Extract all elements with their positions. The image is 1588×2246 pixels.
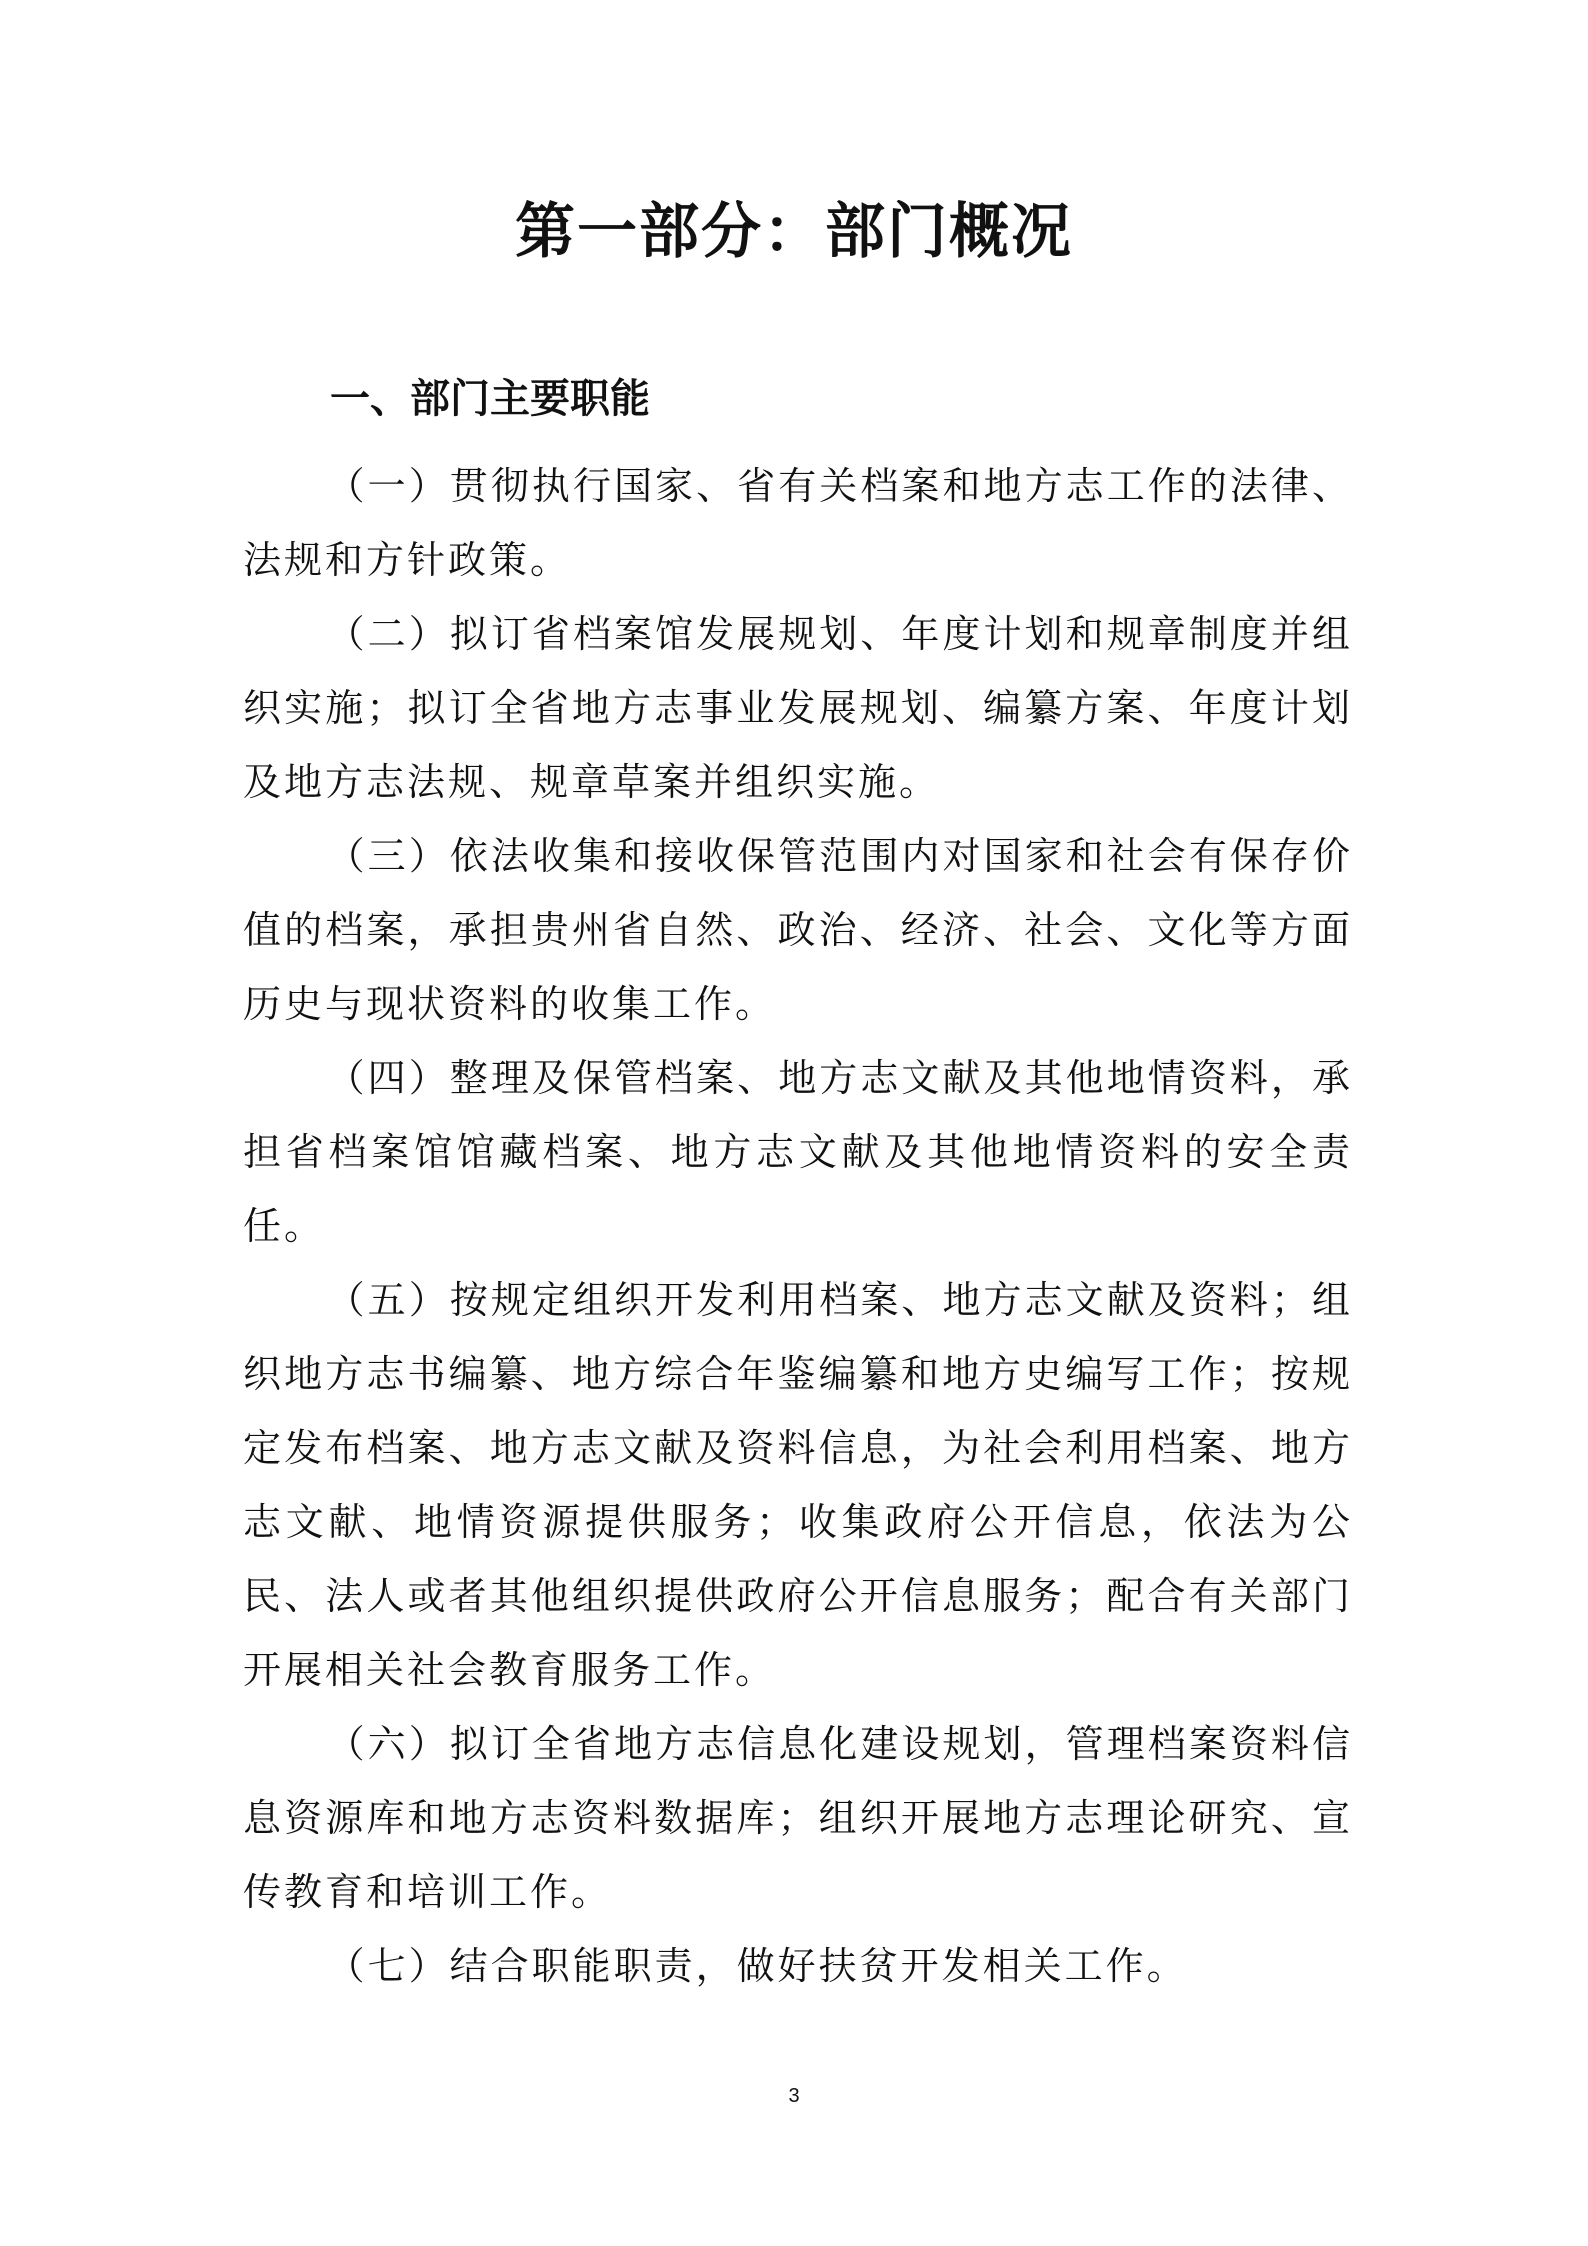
section-heading: 一、部门主要职能 (330, 376, 650, 422)
paragraph-6: （六）拟订全省地方志信息化建设规划，管理档案资料信息资源库和地方志资料数据库；组织开展地方志理论研究、宣传教育和培训工作。 (243, 1722, 1353, 1914)
paragraph-1: （一）贯彻执行国家、省有关档案和地方志工作的法律、法规和方针政策。 (243, 464, 1353, 582)
paragraph-3: （三）依法收集和接收保管范围内对国家和社会有保存价值的档案，承担贵州省自然、政治、经济、社会、文化等方面历史与现状资料的收集工作。 (243, 834, 1353, 1026)
paragraph-4: （四）整理及保管档案、地方志文献及其他地情资料，承担省档案馆馆藏档案、地方志文献及其他地情资料的安全责任。 (243, 1056, 1353, 1248)
paragraph-5: （五）按规定组织开发利用档案、地方志文献及资料；组织地方志书编纂、地方综合年鉴编纂和地方史编写工作；按规定发布档案、地方志文献及资料信息，为社会利用档案、地方志文献、地情资源提供服务；收集政府公开信息，依法为公民、法人或者其他组织提供政府公开信息服务；配合有关部门开展相关社会教育服务工作。 (243, 1278, 1353, 1692)
page-number: 3 (788, 2085, 800, 2107)
paragraph-2: （二）拟订省档案馆发展规划、年度计划和规章制度并组织实施；拟订全省地方志事业发展规划、编纂方案、年度计划及地方志法规、规章草案并组织实施。 (243, 612, 1353, 804)
body-text (243, 449, 1353, 2003)
page-title: 第一部分：部门概况 (515, 197, 1073, 267)
paragraph-7: （七）结合职能职责，做好扶贫开发相关工作。 (326, 1944, 1188, 1988)
